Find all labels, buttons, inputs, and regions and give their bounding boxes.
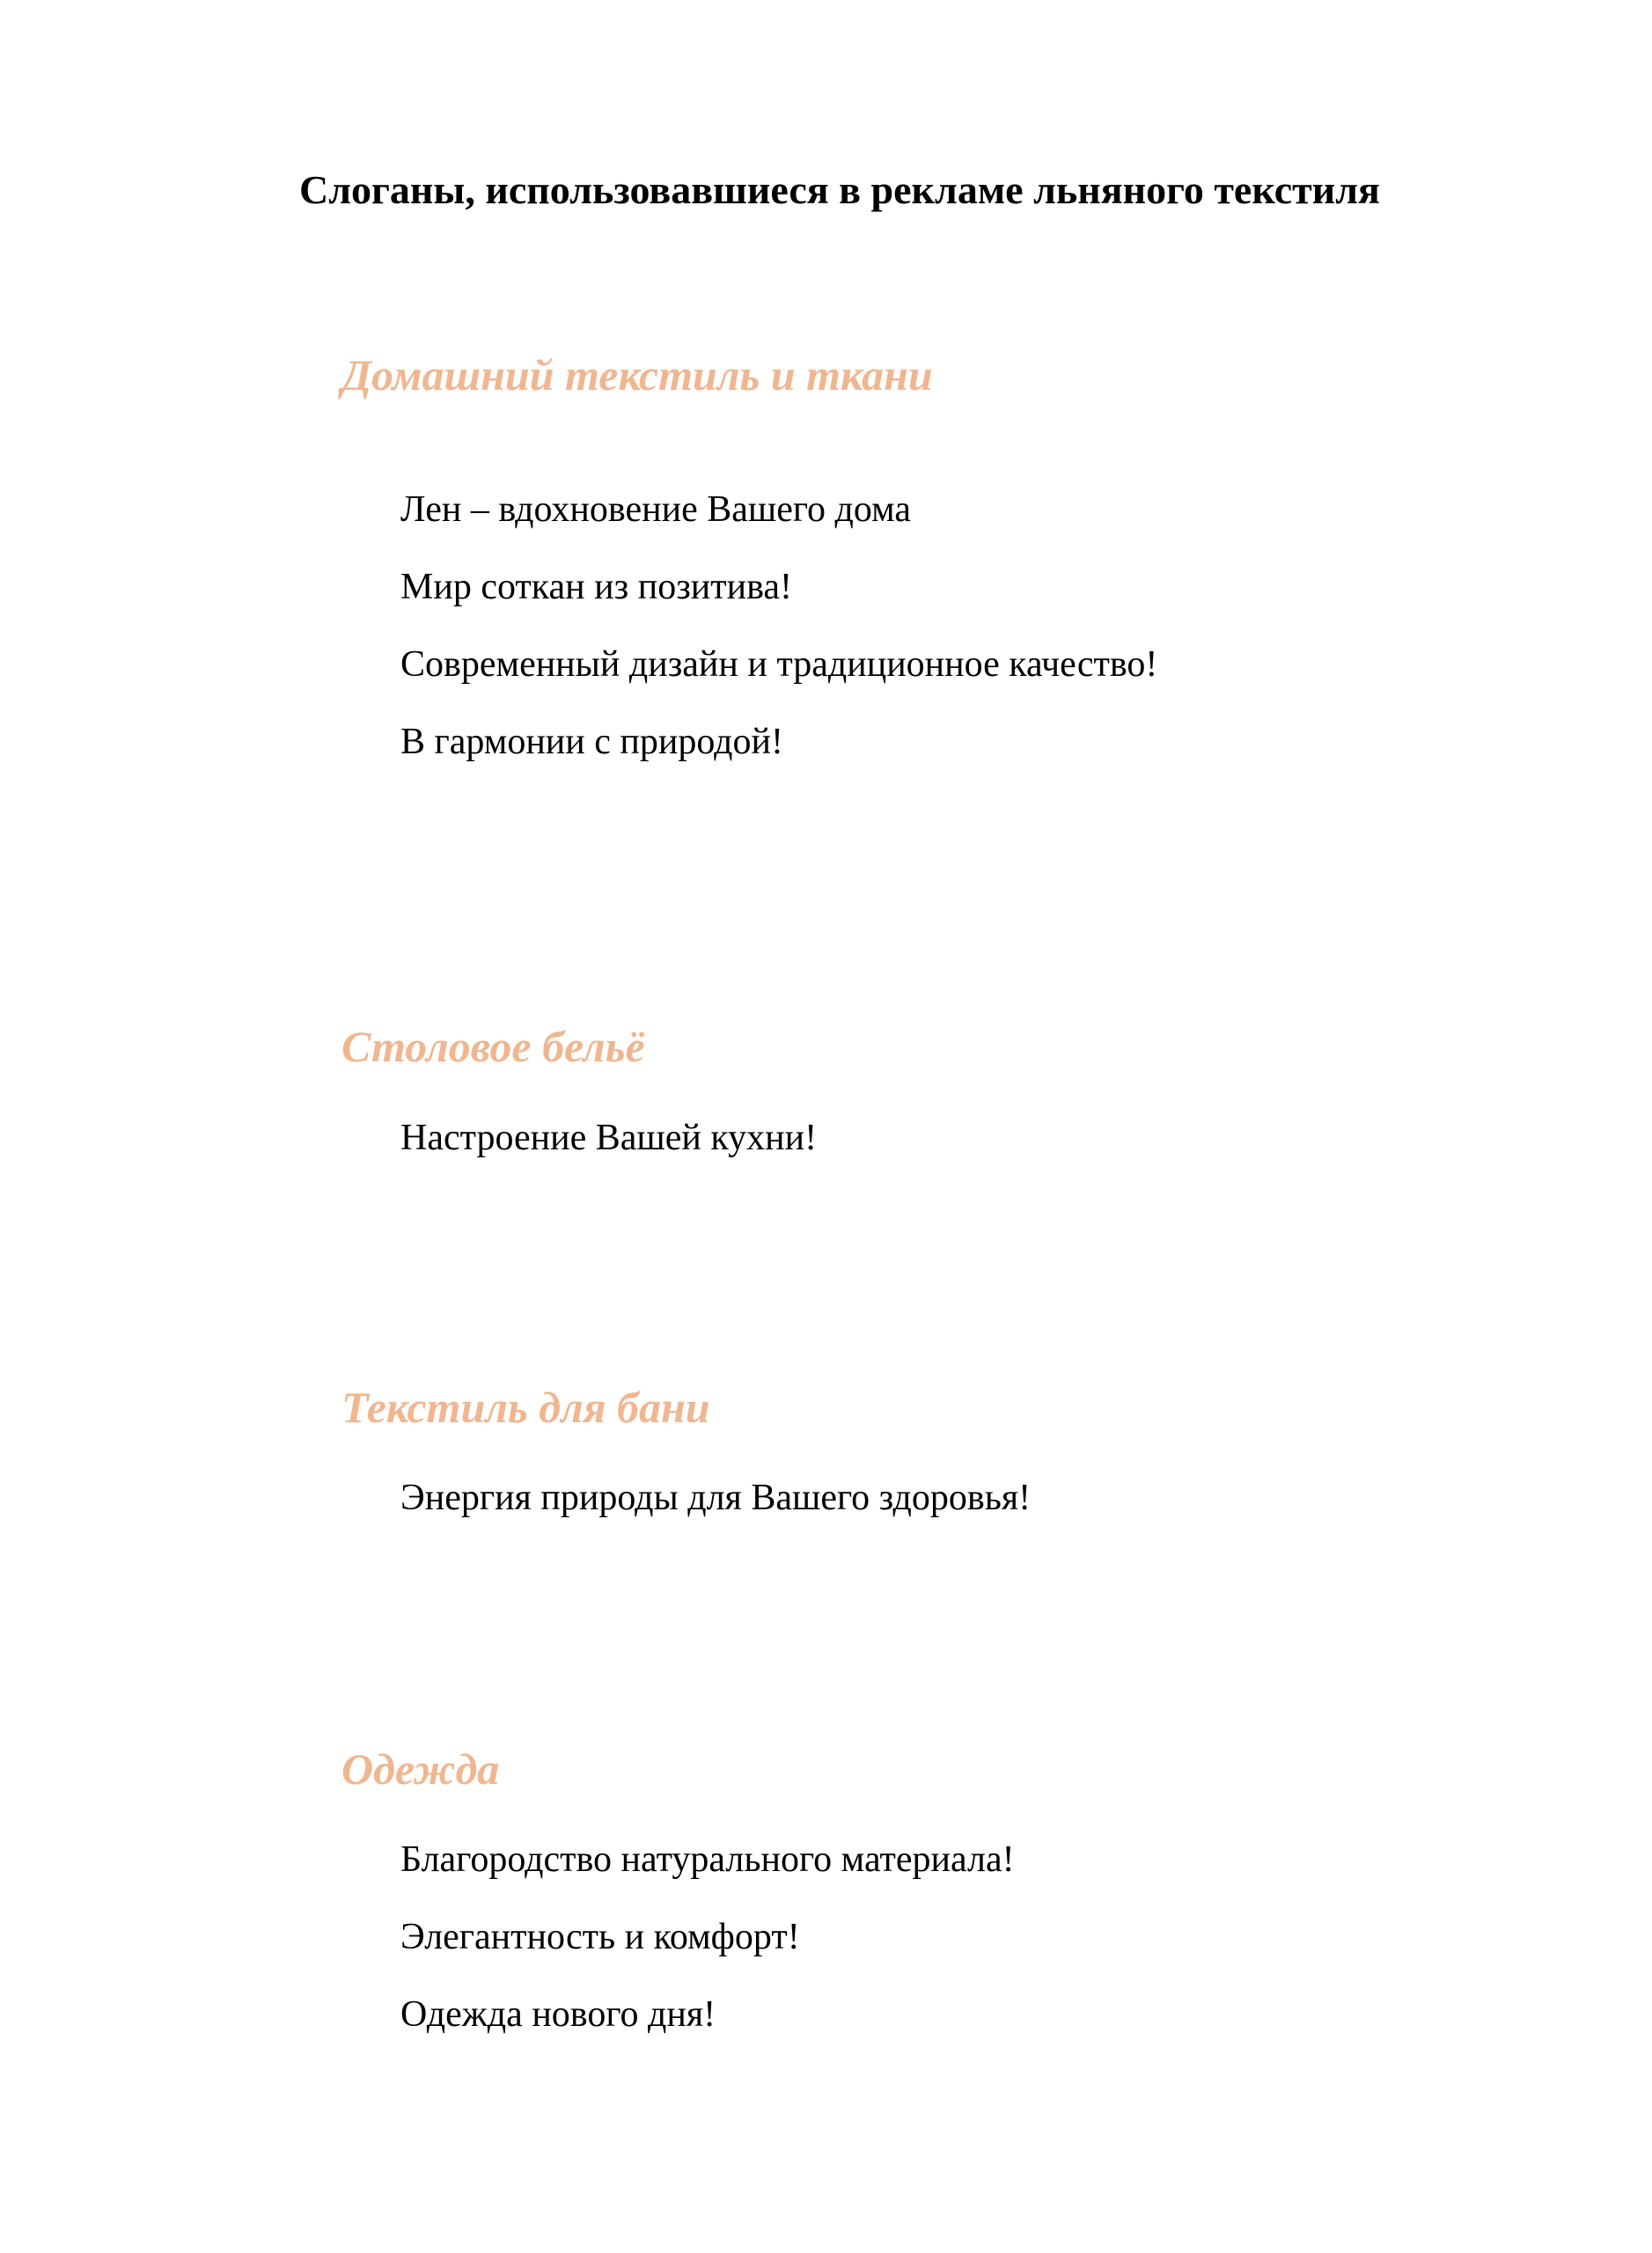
slogan-list-home-textile [400, 486, 1157, 796]
section-heading-table-linen: Столовое бельё [341, 1022, 645, 1071]
slogan-item: Лен – вдохновение Вашего дома [400, 489, 912, 530]
page-title: Слоганы, использовавшиеся в рекламе льняного текстиля [299, 167, 1380, 212]
slogan-item: Современный дизайн и традиционное качество! [400, 644, 1158, 685]
slogan-list-table-linen [400, 1114, 817, 1192]
slogan-item: В гармонии с природой! [400, 722, 783, 762]
section-heading-clothing: Одежда [341, 1744, 500, 1794]
slogan-item: Элегантность и комфорт! [400, 1917, 800, 1957]
section-heading-home-textile: Домашний текстиль и ткани [341, 350, 933, 400]
slogan-item: Одежда нового дня! [400, 1994, 716, 2035]
slogan-item: Настроение Вашей кухни! [400, 1118, 818, 1158]
slogan-list-clothing [400, 1836, 1015, 2068]
slogan-item: Благородство натурального материала! [400, 1839, 1015, 1880]
slogan-list-bath-textile [400, 1474, 1031, 1552]
slogan-item: Энергия природы для Вашего здоровья! [400, 1478, 1032, 1518]
section-heading-bath-textile: Текстиль для бани [341, 1383, 710, 1432]
slogan-item: Мир соткан из позитива! [400, 567, 792, 607]
